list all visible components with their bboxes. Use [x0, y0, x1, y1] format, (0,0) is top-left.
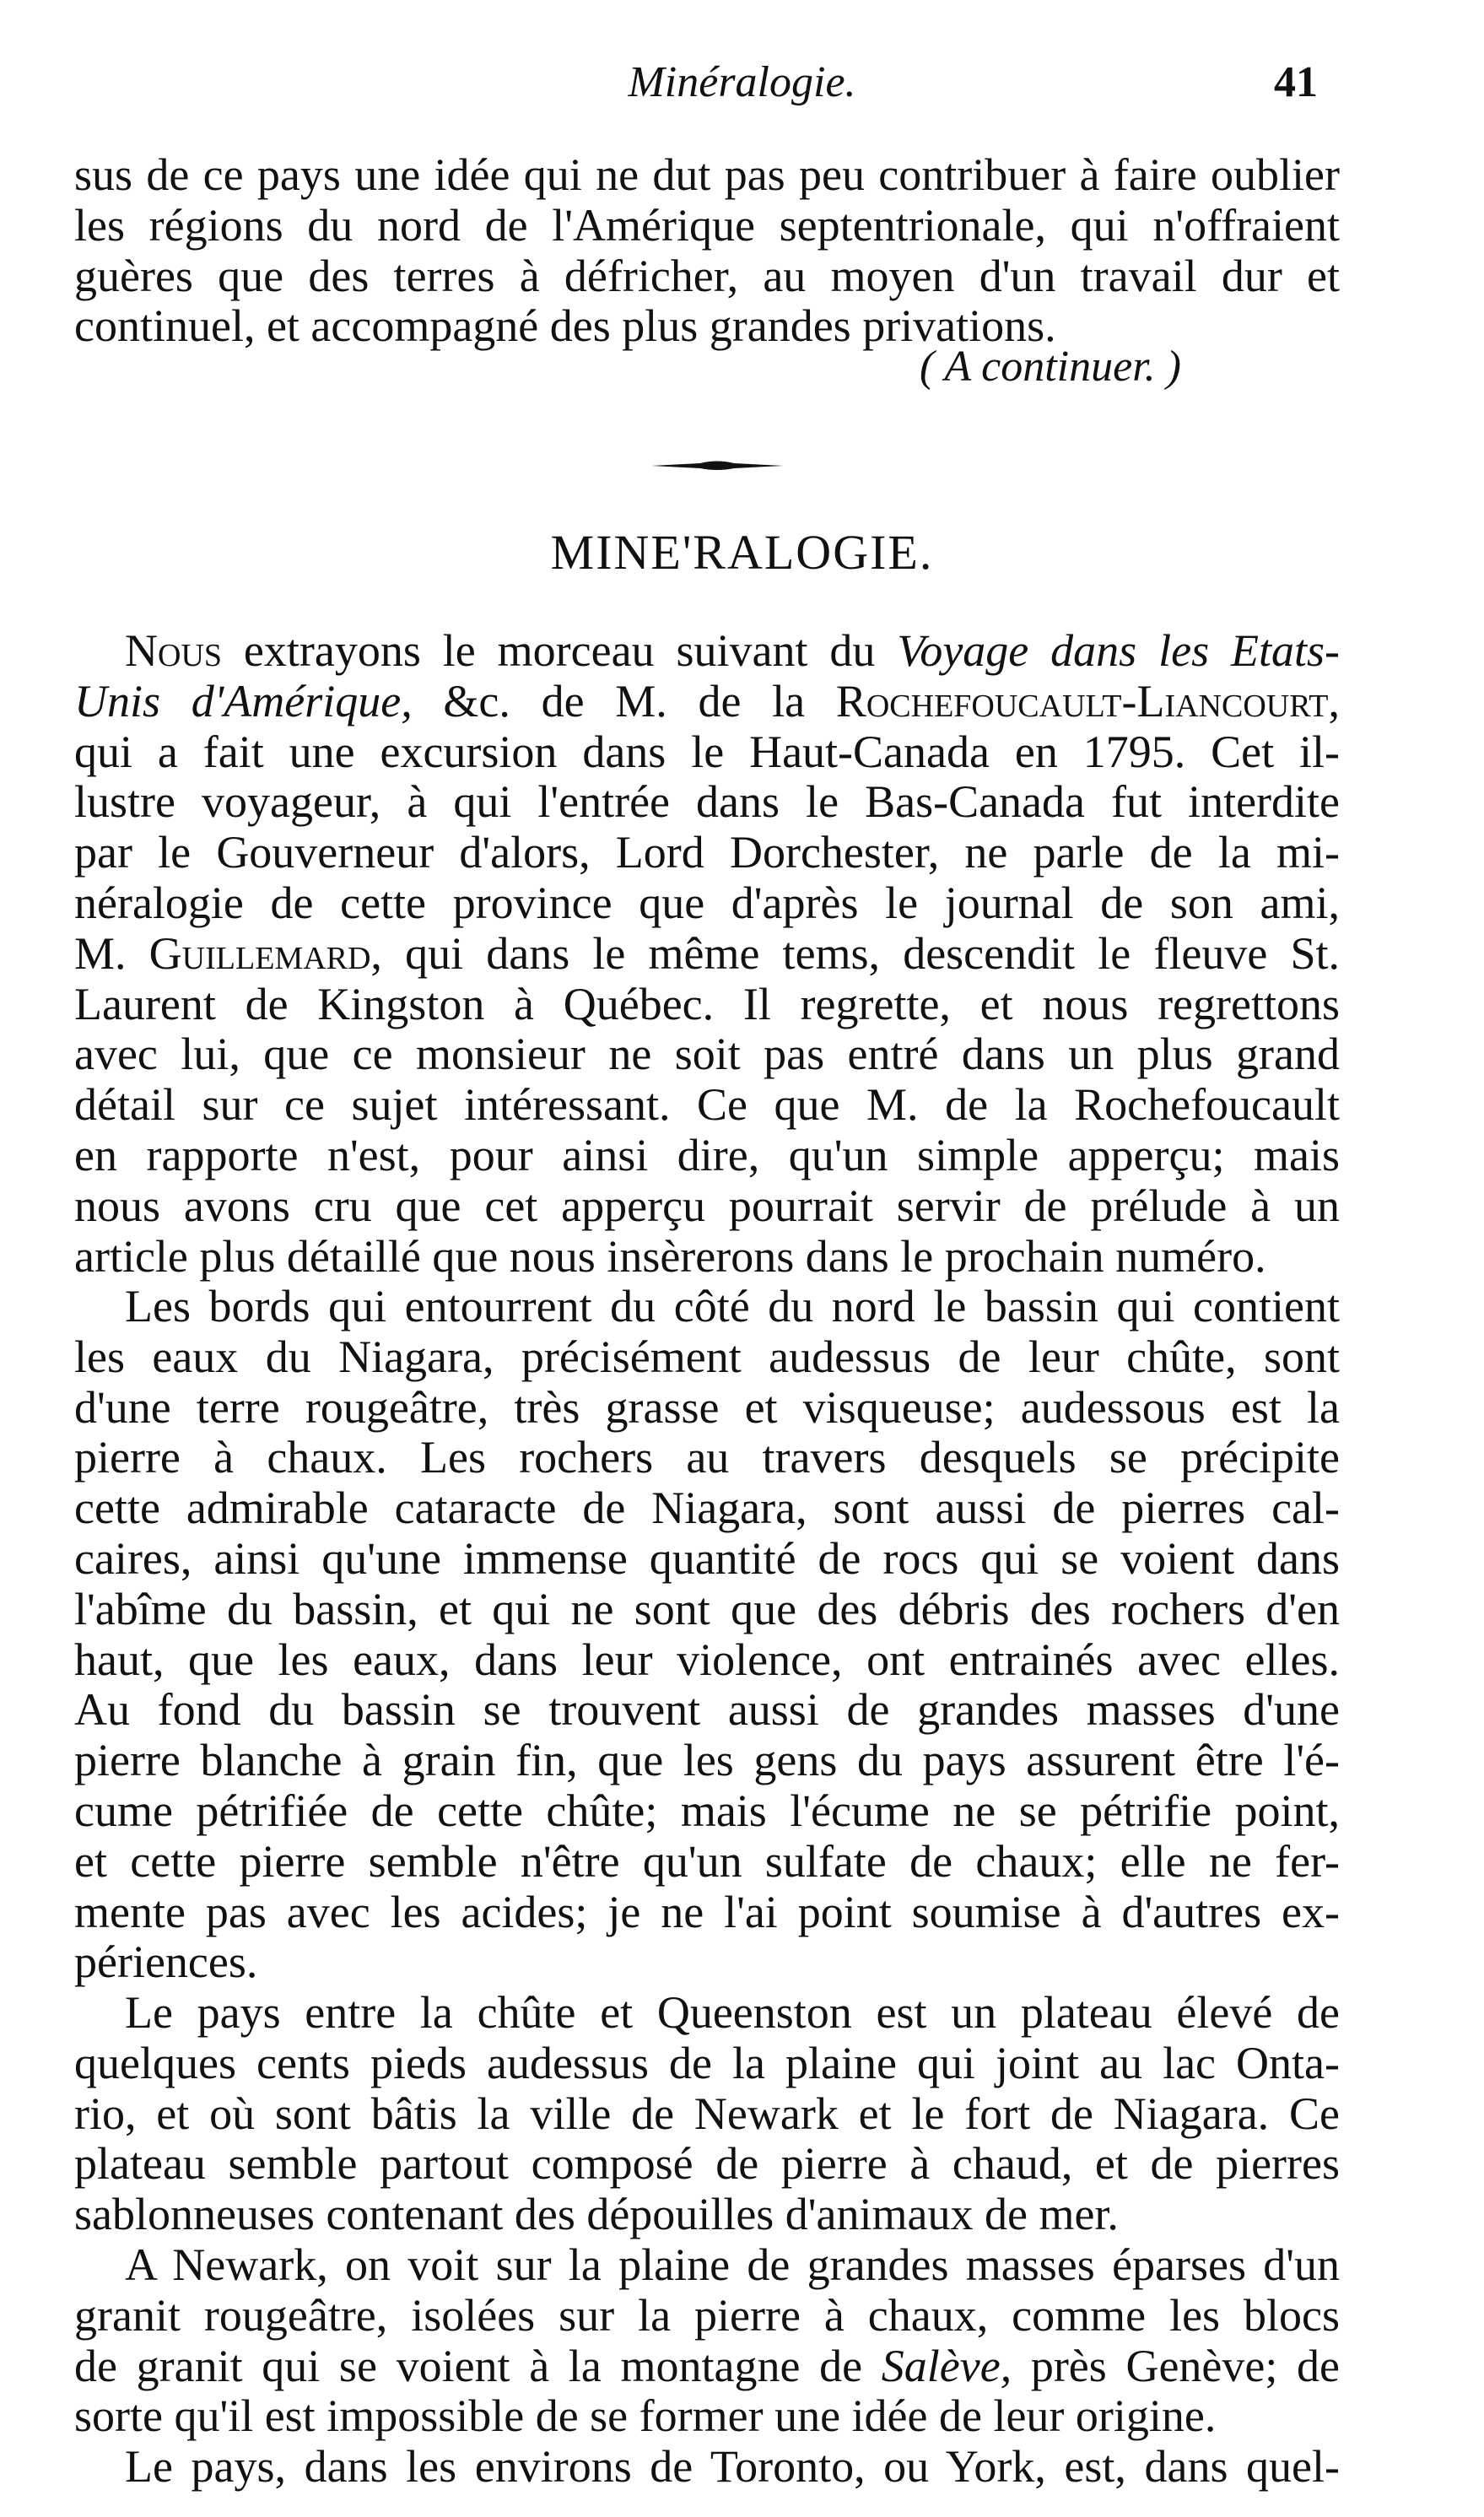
text-line: sorte qu'il est impossible de se former une idée de leur origine. — [74, 2391, 1217, 2442]
section-heading: MINE'RALOGIE. — [550, 525, 934, 580]
section-divider — [0, 456, 1484, 476]
author-name: Rochefoucault-Liancourt, — [835, 676, 1340, 726]
text-line: quelques cents pieds audessus de la plaine qui joint au lac Onta- — [74, 2038, 1340, 2088]
divider-ornament-icon — [650, 456, 785, 476]
niagara-paragraph — [74, 1282, 1340, 1988]
intro-first-word: Nous — [125, 626, 223, 676]
continuation-note: ( A continuer. ) — [919, 343, 1181, 391]
text-line: Au fond du bassin se trouvent aussi de grandes masses d'une — [74, 1685, 1340, 1736]
running-head — [0, 52, 1484, 111]
intro-text: M. — [74, 928, 149, 979]
text-line: granit rougeâtre, isolées sur la pierre à chaux, comme les blocs — [74, 2290, 1340, 2341]
text-line: pierre blanche à grain fin, que les gens du pays assurent être l'é- — [74, 1736, 1340, 1786]
text-line: qui a fait une excursion dans le Haut-Canada en 1795. Cet il- — [74, 726, 1340, 777]
text-line: néralogie de cette province que d'après le journal de son ami, — [74, 878, 1340, 928]
text-line: pierre à chaux. Les rochers au travers desquels se précipite — [74, 1433, 1340, 1483]
book-title-italic: Unis d'Amérique, — [74, 676, 413, 726]
text-line: A Newark, on voit sur la plaine de grandes masses éparses d'un — [125, 2240, 1340, 2290]
queenston-paragraph — [74, 1988, 1340, 2240]
text-line: guères que des terres à défricher, au moyen d'un travail dur et — [74, 251, 1340, 301]
text-line: Le pays entre la chûte et Queenston est un plateau élevé de — [125, 1988, 1340, 2038]
text-line: cette admirable cataracte de Niagara, sont aussi de pierres cal- — [74, 1483, 1340, 1534]
text-line — [74, 2341, 1340, 2392]
text-line — [74, 626, 1340, 677]
text-line: Laurent de Kingston à Québec. Il regrette, et nous regrettons — [74, 979, 1340, 1029]
text-line: continuel, et accompagné des plus grandes privations. — [74, 301, 1056, 352]
text-line: l'abîme du bassin, et qui ne sont que des débris des rochers d'en — [74, 1584, 1340, 1634]
intro-text: &c. de M. de la — [412, 676, 836, 726]
text-line: rio, et où sont bâtis la ville de Newark et le fort de Niagara. Ce — [74, 2088, 1340, 2139]
text-line: par le Gouverneur d'alors, Lord Dorchester, ne parle de la mi- — [74, 828, 1340, 878]
text-line: détail sur ce sujet intéressant. Ce que M. de la Rochefoucault — [74, 1080, 1340, 1131]
text-line: les eaux du Niagara, précisément audessus de leur chûte, sont — [74, 1331, 1340, 1382]
text-line: article plus détaillé que nous insèrerons dans le prochain numéro. — [74, 1231, 1266, 1282]
book-title-italic: Voyage dans les Etats- — [897, 626, 1340, 676]
text-line: cume pétrifiée de cette chûte; mais l'écume ne se pétrifie point, — [74, 1785, 1340, 1836]
intro-paragraph — [74, 626, 1340, 1282]
text-line: nous avons cru que cet apperçu pourrait servir de prélude à un — [74, 1180, 1340, 1231]
text-line: plateau semble partout composé de pierre à chaud, et de pierres — [74, 2139, 1340, 2190]
text-line: les régions du nord de l'Amérique septentrionale, qui n'offraient — [74, 200, 1340, 251]
text-line: Le pays, dans les environs de Toronto, ou York, est, dans quel- — [125, 2442, 1340, 2492]
paragraph-text: près Genève; de — [1012, 2341, 1340, 2391]
text-line: et cette pierre semble n'être qu'un sulfate de chaux; elle ne fer- — [74, 1836, 1340, 1887]
person-name: Guillemard, — [148, 928, 382, 979]
text-line: en rapporte n'est, pour ainsi dire, qu'un simple apperçu; mais — [74, 1130, 1340, 1180]
text-line: haut, que les eaux, dans leur violence, ont entrainés avec elles. — [74, 1634, 1340, 1685]
text-line — [74, 677, 1340, 727]
opening-paragraph — [74, 150, 1340, 352]
newark-paragraph — [74, 2240, 1340, 2442]
text-line: d'une terre rougeâtre, très grasse et visqueuse; audessous est la — [74, 1382, 1340, 1433]
text-line: sablonneuses contenant des dépouilles d'animaux de mer. — [74, 2190, 1119, 2240]
place-name-italic: Salève, — [881, 2341, 1012, 2391]
page-number: 41 — [1274, 58, 1318, 106]
text-line — [74, 929, 1340, 980]
paragraph-text: de granit qui se voient à la montagne de — [74, 2341, 882, 2391]
running-title: Minéralogie. — [628, 58, 856, 106]
text-line: mente pas avec les acides; je ne l'ai point soumise à d'autres ex- — [74, 1887, 1340, 1937]
text-line: avec lui, que ce monsieur ne soit pas entré dans un plus grand — [74, 1029, 1340, 1080]
text-line: périences. — [74, 1937, 258, 1988]
toronto-paragraph — [74, 2442, 1340, 2493]
text-line: caires, ainsi qu'une immense quantité de rocs qui se voient dans — [74, 1533, 1340, 1584]
text-line: sus de ce pays une idée qui ne dut pas peu contribuer à faire oublier — [74, 150, 1340, 200]
text-line: lustre voyageur, à qui l'entrée dans le Bas-Canada fut interdite — [74, 777, 1340, 828]
text-line: Les bords qui entourrent du côté du nord le bassin qui contient — [125, 1282, 1340, 1331]
intro-text: qui dans le même tems, descendit le fleuve St. — [381, 928, 1340, 979]
intro-text: extrayons le morceau suivant du — [222, 626, 898, 676]
